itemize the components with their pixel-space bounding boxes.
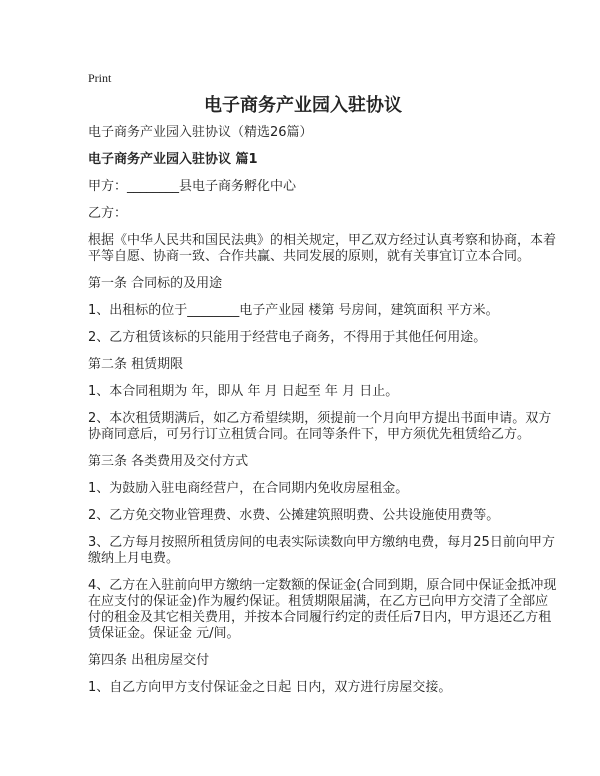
- paragraph-line: 电子商务产业园入驻协议（精选26篇）: [88, 125, 313, 140]
- paragraph-line: 乙方：: [88, 206, 128, 221]
- paragraph-line: 3、乙方每月按照所租赁房间的电表实际读数向甲方缴纳电费，每月25日前向甲方: [88, 535, 555, 550]
- section-heading: [88, 152, 528, 168]
- paragraph: [88, 276, 528, 292]
- paragraph-line: 第四条 出租房屋交付: [88, 653, 210, 668]
- paragraph: [88, 454, 528, 470]
- paragraph: [88, 508, 528, 524]
- document-body: [88, 125, 557, 696]
- paragraph-line: 第一条 合同标的及用途: [88, 276, 223, 291]
- paragraph: [88, 680, 528, 696]
- paragraph-line: 1、本合同租期为 年，即从 年 月 日起至 年 月 日止。: [88, 384, 399, 399]
- paragraph-line: 2、乙方租赁该标的只能用于经营电子商务，不得用于其他任何用途。: [88, 330, 487, 345]
- paragraph-line: 2、本次租赁期满后，如乙方希望续期，须提前一个月向甲方提出书面申请。双方: [88, 411, 552, 426]
- paragraph-line: 第二条 租赁期限: [88, 357, 184, 372]
- paragraph: [88, 179, 528, 195]
- paragraph-line: 1、为鼓励入驻电商经营户，在合同期内免收房屋租金。: [88, 481, 409, 496]
- paragraph-line: 1、出租标的位于________电子产业园 楼第 号房间，建筑面积 平方米。: [88, 303, 499, 318]
- paragraph: [88, 125, 528, 141]
- paragraph: [88, 578, 557, 642]
- print-label: Print: [88, 71, 112, 85]
- paragraph-line: 平等自愿、协商一致、合作共赢、共同发展的原则，就有关事宜订立本合同。: [88, 249, 531, 264]
- paragraph: [88, 653, 528, 669]
- paragraph: [88, 330, 528, 346]
- paragraph: [88, 481, 528, 497]
- paragraph-line: 4、乙方在入驻前向甲方缴纳一定数额的保证金(合同到期，原合同中保证金抵冲现: [88, 578, 557, 593]
- paragraph-line: 在应支付的保证金)作为履约保证。租赁期限届满，在乙方已向甲方交清了全部应: [88, 594, 549, 609]
- document: [88, 70, 557, 707]
- paragraph-line: 第三条 各类费用及交付方式: [88, 454, 249, 469]
- paragraph: [88, 303, 528, 319]
- paragraph-line: 赁保证金。保证金 元/间。: [88, 626, 240, 641]
- paragraph-line: 付的租金及其它相关费用，并按本合同履行约定的责任后7日内，甲方退还乙方租: [88, 610, 552, 625]
- paragraph-line: 2、乙方免交物业管理费、水费、公摊建筑照明费、公共设施使用费等。: [88, 508, 500, 523]
- paragraph-line: 根据《中华人民共和国民法典》的相关规定，甲乙双方经过认真考察和协商，本着: [88, 233, 557, 248]
- document-title: 电子商务产业园入驻协议: [204, 95, 402, 116]
- paragraph-line: 甲方：________县电子商务孵化中心: [88, 179, 297, 194]
- paragraph-line: 1、自乙方向甲方支付保证金之日起 日内，双方进行房屋交接。: [88, 680, 452, 695]
- paragraph: [88, 411, 552, 443]
- paragraph: [88, 233, 557, 265]
- paragraph: [88, 357, 528, 373]
- paragraph-line: 协商同意后，可另行订立租赁合同。在同等条件下，甲方须优先租赁给乙方。: [88, 427, 531, 442]
- paragraph: [88, 384, 528, 400]
- paragraph-line: 缴纳上月电费。: [88, 551, 180, 566]
- paragraph: [88, 206, 528, 222]
- paragraph: [88, 535, 555, 567]
- paragraph-line: 电子商务产业园入驻协议 篇1: [88, 152, 258, 167]
